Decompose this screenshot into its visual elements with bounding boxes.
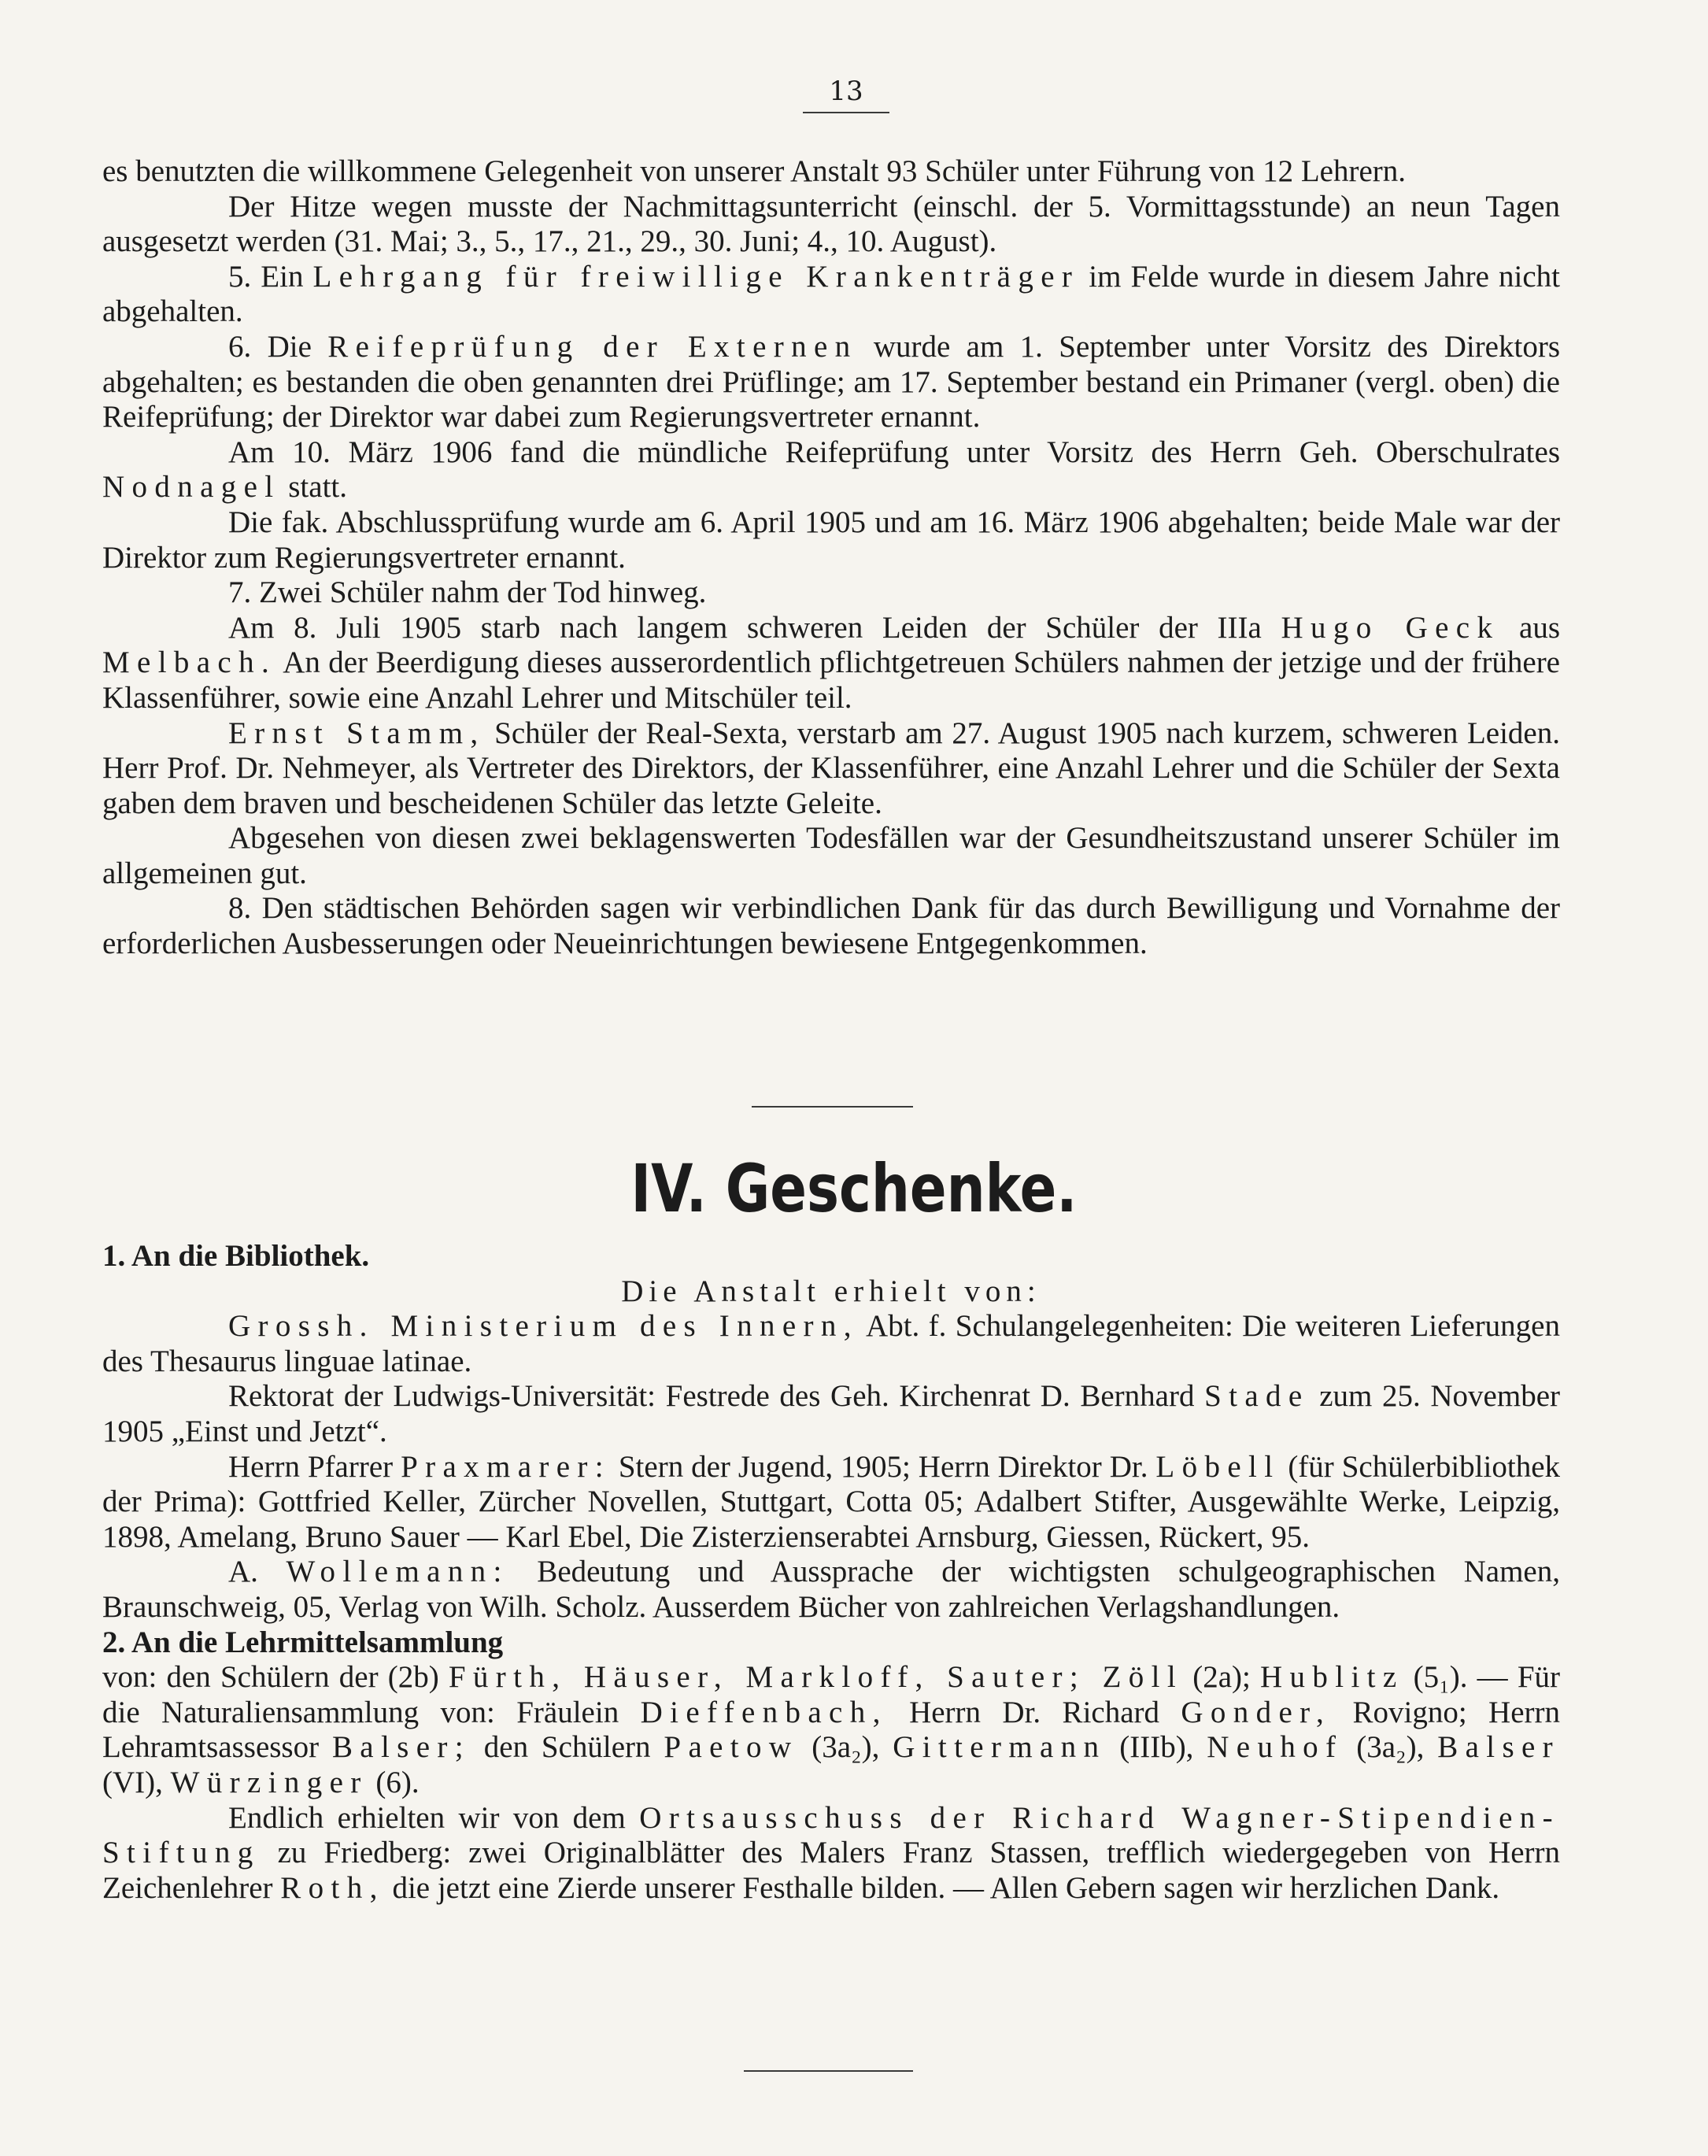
gift-praxmarer-loebell: Herrn Pfarrer Praxmarer: Stern der Jugend, 1905; Herrn Direktor Dr. Löbell (für Schülerbibliothek der Prima): Gottfried Keller, Zürcher Novellen, Stuttgart, Cotta 05; Adalbert Stifter, Ausgewählte Werke, Leipzig, 1898, Amelang, Bruno Sauer — Karl Ebel, Die Zisterzienserabtei Arnsburg, Giessen, Rückert, 95.: [102, 1449, 1561, 1554]
paragraph-thanks-authorities: 8. Den städtischen Behörden sagen wir verbindlichen Dank für das durch Bewilligung und Vornahme der erforderlichen Ausbesserungen oder Neueinrichtungen bewiesene Entgegenkommen.: [102, 891, 1560, 961]
paragraph-deaths-intro: 7. Zwei Schüler nahm der Tod hinweg.: [228, 575, 707, 610]
paragraph-death-stamm: Ernst Stamm, Schüler der Real-Sexta, verstarb am 27. August 1905 nach kurzem, schweren Leiden. Herr Prof. Dr. Nehmeyer, als Vertreter des Direktors, der Klassenführer, eine Anzahl Lehrer und die Schüler der Sexta gaben dem braven und bescheidenen Schüler das letzte Geleite.: [102, 716, 1560, 820]
gift-ministry: Grossh. Ministerium des Innern, Abt. f. Schulangelegenheiten: Die weiteren Lieferungen des Thesaurus linguae latinae.: [102, 1309, 1560, 1378]
paragraph-death-geck: Am 8. Juli 1905 starb nach langem schweren Leiden der Schüler der IIIa Hugo Geck aus Melbach. An der Beerdigung dieses ausserordentlich pflichtgetreuen Schülers nahmen der jetzige und der frühere Klassenführer, sowie eine Anzahl Lehrer und Mitschüler teil.: [102, 610, 1560, 715]
subheading-library: 1. An die Bibliothek.: [102, 1239, 370, 1273]
end-divider: [744, 2070, 913, 2072]
paragraph-final-exam: Die fak. Abschlussprüfung wurde am 6. April 1905 und am 16. März 1906 abgehalten; beide Male war der Direktor zum Regierungsvertreter ernannt.: [102, 505, 1560, 575]
gift-wagner-foundation: Endlich erhielten wir von dem Ortsausschuss der Richard Wagner-Stipendien-Stiftung zu Friedberg: zwei Originalblätter des Malers Franz Stassen, trefflich wiedergegeben von Herrn Zeichenlehrer Roth, die jetzt eine Zierde unserer Festhalle bilden. — Allen Gebern sagen wir herzlichen Dank.: [102, 1800, 1560, 1905]
section-divider: [752, 1106, 913, 1108]
section-iii-continuation: [102, 154, 1560, 962]
subheading-teaching-materials: 2. An die Lehrmittelsammlung: [102, 1625, 504, 1659]
received-from-line: Die Anstalt erhielt von:: [621, 1274, 1041, 1308]
paragraph-oral-exam: Am 10. März 1906 fand die mündliche Reifeprüfung unter Vorsitz des Herrn Geh. Oberschulrates Nodnagel statt.: [102, 435, 1560, 505]
paragraph-health: Abgesehen von diesen zwei beklagenswerten Todesfällen war der Gesundheitszustand unserer Schüler im allgemeinen gut.: [102, 821, 1560, 890]
gift-wollemann: A. Wollemann: Bedeutung und Aussprache der wichtigsten schulgeographischen Namen, Braunschweig, 05, Verlag von Wilh. Scholz. Ausserdem Bücher von zahlreichen Verlagshandlungen.: [102, 1555, 1560, 1624]
paragraph-external-exam: 6. Die Reifeprüfung der Externen wurde am 1. September unter Vorsitz des Direktors abgehalten; es bestanden die oben genannten drei Prüflinge; am 17. September bestand ein Primaner (vergl. oben) die Reifeprüfung; der Direktor war dabei zum Regierungsvertreter ernannt.: [102, 329, 1560, 435]
paragraph-excursion: es benutzten die willkommene Gelegenheit von unserer Anstalt 93 Schüler unter Führung von 12 Lehrern.: [102, 154, 1406, 188]
page-number-rule: [803, 112, 889, 113]
gift-teaching-materials: von: den Schülern der (2b) Fürth, Häuser, Markloff, Sauter; Zöll (2a); Hublitz (5₁). — Für die Naturaliensammlung von: Fräulein Dieffenbach, Herrn Dr. Richard Gonder, Rovigno; Herrn Lehramtsassessor Balser; den Schülern Paetow (3a₂), Gittermann (IIIb), Neuhof (3a₂), Balser (VI), Würzinger (6).: [102, 1660, 1561, 1799]
gift-rectorate: Rektorat der Ludwigs-Universität: Festrede des Geh. Kirchenrat D. Bernhard Stade zum 25. November 1905 „Einst und Jetzt“.: [102, 1379, 1560, 1448]
section-title: IV. Geschenke.: [630, 1150, 1078, 1227]
page-number: 13: [829, 76, 863, 107]
section-gifts: [102, 1239, 1560, 1906]
paragraph-heat-break: Der Hitze wegen musste der Nachmittagsunterricht (einschl. der 5. Vormittagsstunde) an neun Tagen ausgesetzt werden (31. Mai; 3., 5., 17., 21., 29., 30. Juni; 4., 10. August).: [102, 189, 1560, 259]
paragraph-course: 5. Ein Lehrgang für freiwillige Krankenträger im Felde wurde in diesem Jahre nicht abgehalten.: [102, 259, 1560, 329]
